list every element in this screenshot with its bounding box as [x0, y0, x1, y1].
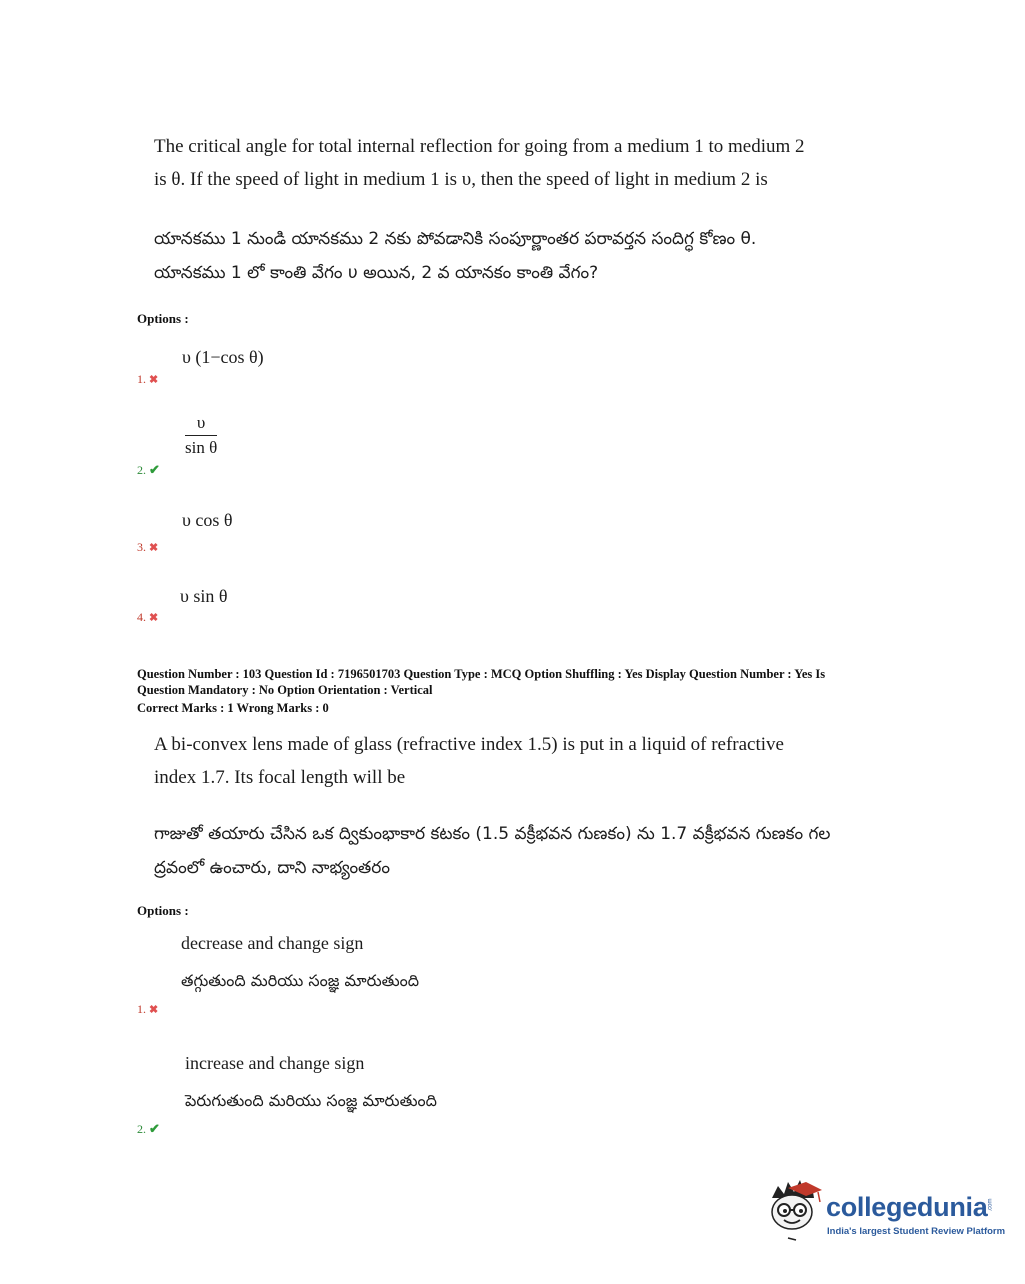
q1-options-label: Options :: [137, 311, 189, 326]
option-number: 3.: [137, 540, 146, 554]
q1-text-telugu: [154, 222, 854, 290]
check-icon: ✔: [149, 1121, 160, 1136]
mascot-icon: [766, 1178, 826, 1244]
q1-text-line: The critical angle for total internal reflection for going from a medium 1 to medium 2: [154, 136, 805, 157]
option-number: 2.: [137, 1122, 146, 1136]
q2-text-line: index 1.7. Its focal length will be: [154, 767, 406, 788]
q2-option-2-marker: [137, 1121, 160, 1137]
q2-option-1-telugu: తగ్గుతుంది మరియు సంజ్ఞ మారుతుంది: [181, 971, 420, 990]
q2-text-english: [154, 728, 854, 794]
q1-telugu-line: యానకము 1 నుండి యానకము 2 నకు పోవడానికి సంపూర్ణాంతర పరావర్తన సందిగ్ధ కోణం θ.: [154, 229, 757, 249]
q2-meta-line: Correct Marks : 1 Wrong Marks : 0: [137, 701, 329, 715]
q2-text-line: A bi-convex lens made of glass (refractive index 1.5) is put in a liquid of refractive: [154, 734, 784, 755]
option-number: 2.: [137, 463, 146, 477]
q1-option-3-marker: [137, 540, 158, 555]
check-icon: ✔: [149, 462, 160, 477]
q1-option-1-marker: [137, 372, 158, 387]
q2-meta: [137, 666, 897, 716]
option-number: 1.: [137, 1002, 146, 1016]
q2-option-2-text: increase and change sign: [185, 1053, 365, 1073]
q2-options-label: Options :: [137, 903, 189, 918]
cross-icon: ✖: [149, 1004, 159, 1016]
q2-telugu-line: గాజుతో తయారు చేసిన ఒక ద్వికుంభాకార కటకం (1.5 వక్రీభవన గుణకం) ను 1.7 వక్రీభవన గుణకం గల: [154, 824, 831, 844]
cross-icon: ✖: [149, 612, 159, 624]
logo-domain: .com: [987, 1198, 994, 1212]
q1-text-english: [154, 130, 854, 196]
q2-option-1-marker: [137, 1002, 158, 1017]
fraction-numerator: υ: [185, 413, 217, 436]
q1-text-line: is θ. If the speed of light in medium 1 is υ, then the speed of light in medium 2 is: [154, 169, 768, 190]
cross-icon: ✖: [149, 542, 159, 554]
q1-option-3-text: υ cos θ: [182, 510, 233, 530]
option-number: 4.: [137, 610, 146, 624]
logo-wordmark: collegedunia: [826, 1192, 988, 1222]
option-number: 1.: [137, 372, 146, 386]
q1-option-4-text: υ sin θ: [180, 586, 228, 606]
q2-text-telugu: [154, 817, 854, 885]
logo-tagline: India's largest Student Review Platform: [827, 1226, 1006, 1237]
q2-meta-line: Question Number : 103 Question Id : 7196501703 Question Type : MCQ Option Shuffling : Yes Display Question Number : Yes Is: [137, 667, 826, 681]
q1-option-2-fraction: [185, 413, 217, 458]
q2-telugu-line: ద్రవంలో ఉంచారు, దాని నాభ్యంతరం: [154, 858, 390, 878]
q1-option-1-text: υ (1−cos θ): [182, 347, 264, 367]
q2-option-2-telugu: పెరుగుతుంది మరియు సంజ్ఞ మారుతుంది: [185, 1091, 437, 1110]
q2-option-1-text: decrease and change sign: [181, 933, 364, 953]
q1-option-2-marker: [137, 462, 160, 478]
collegedunia-logo: [766, 1178, 1006, 1248]
cross-icon: ✖: [149, 374, 159, 386]
fraction-denominator: sin θ: [185, 438, 218, 457]
q1-telugu-line: యానకము 1 లో కాంతి వేగం υ అయిన, 2 వ యానకం కాంతి వేగం?: [154, 263, 599, 283]
q2-meta-line: Question Mandatory : No Option Orientation : Vertical: [137, 683, 433, 697]
q1-option-4-marker: [137, 610, 158, 625]
